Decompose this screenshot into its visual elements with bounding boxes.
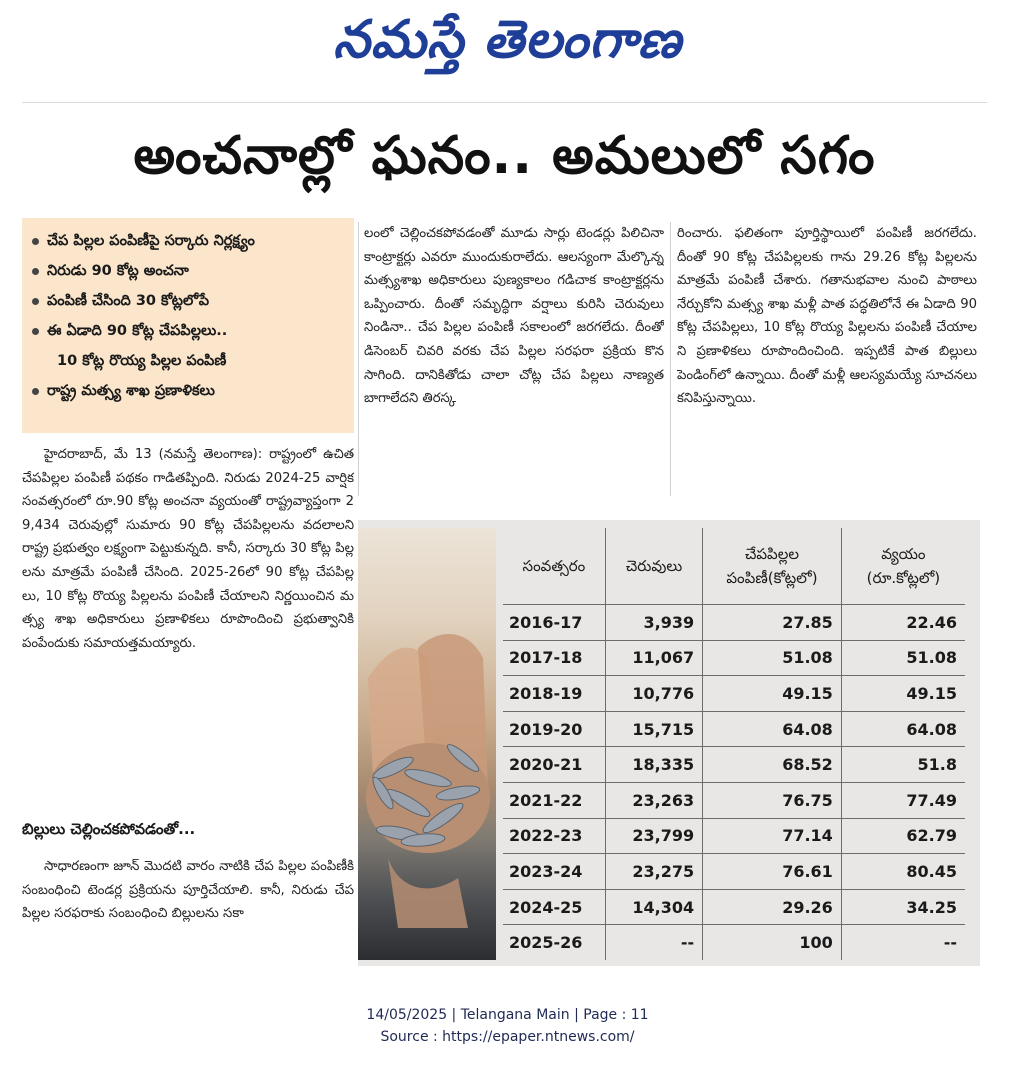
table-row: 2016-17 3,939 27.85 22.46 [503,605,965,641]
article-paragraph: సాధారణంగా జూన్ మొదటి వారం నాటికి చేప పిల్లల పంపిణీకి సంబంధించి టెండర్ల ప్రక్రియను పూర్తిచేయాలి. కానీ, నిరుడు చేప పిల్లల సరఫరాకు సంబంధించి బిల్లులను సకా [22,859,354,922]
masthead-divider [22,102,987,103]
highlight-item: రాష్ట్ర మత్స్య శాఖ ప్రణాళికలు [32,376,346,406]
table-row: 2018-19 10,776 49.15 49.15 [503,676,965,712]
bullet-icon [32,298,39,305]
highlight-item: చేప పిల్లల పంపిణీపై సర్కారు నిర్లక్ష్యం [32,226,346,256]
table-row: 2025-26 -- 100 -- [503,925,965,960]
table-row: 2022-23 23,799 77.14 62.79 [503,818,965,854]
article-column-1-continued [22,855,354,973]
column-divider [358,222,359,496]
footer-date-page: 14/05/2025 | Telangana Main | Page : 11 [366,1007,649,1023]
highlights-box [22,218,354,433]
highlight-item-continued: 10 కోట్ల రొయ్య పిల్లల పంపిణీ [57,353,227,369]
header-cost: వ్యయం (రూ.కోట్లలో) [866,545,941,587]
article-subheading: బిల్లులు చెల్లించకపోవడంతో... [22,820,196,838]
table-row: 2024-25 14,304 29.26 34.25 [503,889,965,925]
article-paragraph: రించారు. ఫలితంగా పూర్తిస్థాయిలో పంపిణీ జరగలేదు. దీంతో 90 కోట్ల చేపపిల్లలకు గాను 29.26 కోట్ల పిల్లలను మాత్రమే పంపిణీ చేశారు. గతానుభవాల నుంచి పాఠాలు నేర్చుకోని మత్స్య శాఖ మళ్లీ పాత పద్ధతిలోనే ఈ ఏడాది 90 కోట్ల చేపపిల్లలు, 10 కోట్ల రొయ్య పిల్లలను పంపిణీ చేయాలని ప్రణాళికలు రూపొందించింది. ఇప్పటికే పాత బిల్లులు పెండింగ్‌లో ఉన్నాయి. దీంతో మళ్లీ ఆలస్యమయ్యే సూచనలు కనిపిస్తున్నాయి. [677,226,977,407]
bullet-icon [32,268,39,275]
article-paragraph: లంలో చెల్లించకపోవడంతో మూడు సార్లు టెండర్లు పిలిచినా కాంట్రాక్టర్లు ఎవరూ ముందుకురాలేదు. ఆలస్యంగా మేల్కొన్న మత్స్యశాఖ అధికారులు పుణ్యకాలం గడిచాక కాంట్రాక్టర్లను ఒప్పించారు. దీంతో సమృద్ధిగా వర్షాలు కురిసి చెరువులు నిండినా.. చేప పిల్లల పంపిణీ సకాలంలో జరగలేదు. దీంతో డిసెంబర్ చివరి వరకు చేప పిల్లల సరఫరా ప్రక్రియ కొనసాగింది. దానికితోడు చాలా చోట్ల చేప పిల్లలు నాణ్యత బాగాలేదని తిరస్క [364,226,664,407]
article-column-3 [677,222,977,500]
bullet-icon [32,238,39,245]
header-fish-distribution: చేపపిల్లల పంపిణీ(కోట్లలో) [703,528,842,605]
article-paragraph: హైదరాబాద్, మే 13 (నమస్తే తెలంగాణ): రాష్ట్రంలో ఉచిత చేపపిల్లల పంపిణీ పథకం గాడితప్పింది. నిరుడు 2024-25 వార్షిక సంవత్సరంలో రూ.90 కోట్ల అంచనా వ్యయంతో రాష్ట్రవ్యాప్తంగా 29,434 చెరువుల్లో సుమారు 90 కోట్ల చేపపిల్లలను వదలాలని రాష్ట్ర ప్రభుత్వం లక్ష్యంగా పెట్టుకున్నది. కానీ, సర్కారు 30 కోట్ల పిల్లలను మాత్రమే పంపిణీ చేసింది. 2025-26లో 90 కోట్ల చేపపిల్లలు, 10 కోట్ల రొయ్య పిల్లలను పంపిణీ చేయాలని నిర్ణయించిన మత్స్య శాఖ అధికారులు ప్రణాళికలు రూపొందించి ప్రభుత్వానికి పంపేందుకు సమాయత్తమయ్యారు. [22,447,354,651]
bullet-icon [32,388,39,395]
header-year: సంవత్సరం [503,528,605,605]
bullet-icon [32,328,39,335]
article-column-2 [364,222,664,500]
table-row: 2020-21 18,335 68.52 51.8 [503,747,965,783]
table-row: 2017-18 11,067 51.08 51.08 [503,640,965,676]
fish-distribution-table [503,528,965,960]
table-row: 2021-22 23,263 76.75 77.49 [503,782,965,818]
highlight-item: ఈ ఏడాది 90 కోట్ల చేపపిల్లలు.. [32,316,346,346]
article-column-1 [22,443,354,805]
article-headline: అంచనాల్లో ఘనం.. అమలులో సగం [133,125,876,186]
fish-photo-illustration [358,528,496,960]
highlight-item: పంపిణీ చేసింది 30 కోట్లలోపే [32,286,346,316]
masthead [0,6,1015,86]
header-tanks: చెరువులు [605,528,702,605]
footer-source[interactable]: Source : https://epaper.ntnews.com/ [380,1029,635,1045]
fish-in-hands-photo [358,528,496,960]
table-row: 2019-20 15,715 64.08 64.08 [503,711,965,747]
table-header-row [503,528,965,605]
table-row: 2023-24 23,275 76.61 80.45 [503,854,965,890]
page-footer [0,1004,1015,1048]
highlight-item: నిరుడు 90 కోట్ల అంచనా [32,256,346,286]
newspaper-logo: నమస్తే తెలంగాణ [333,9,682,70]
column-divider [670,222,671,496]
fish-distribution-table-box [358,520,980,966]
